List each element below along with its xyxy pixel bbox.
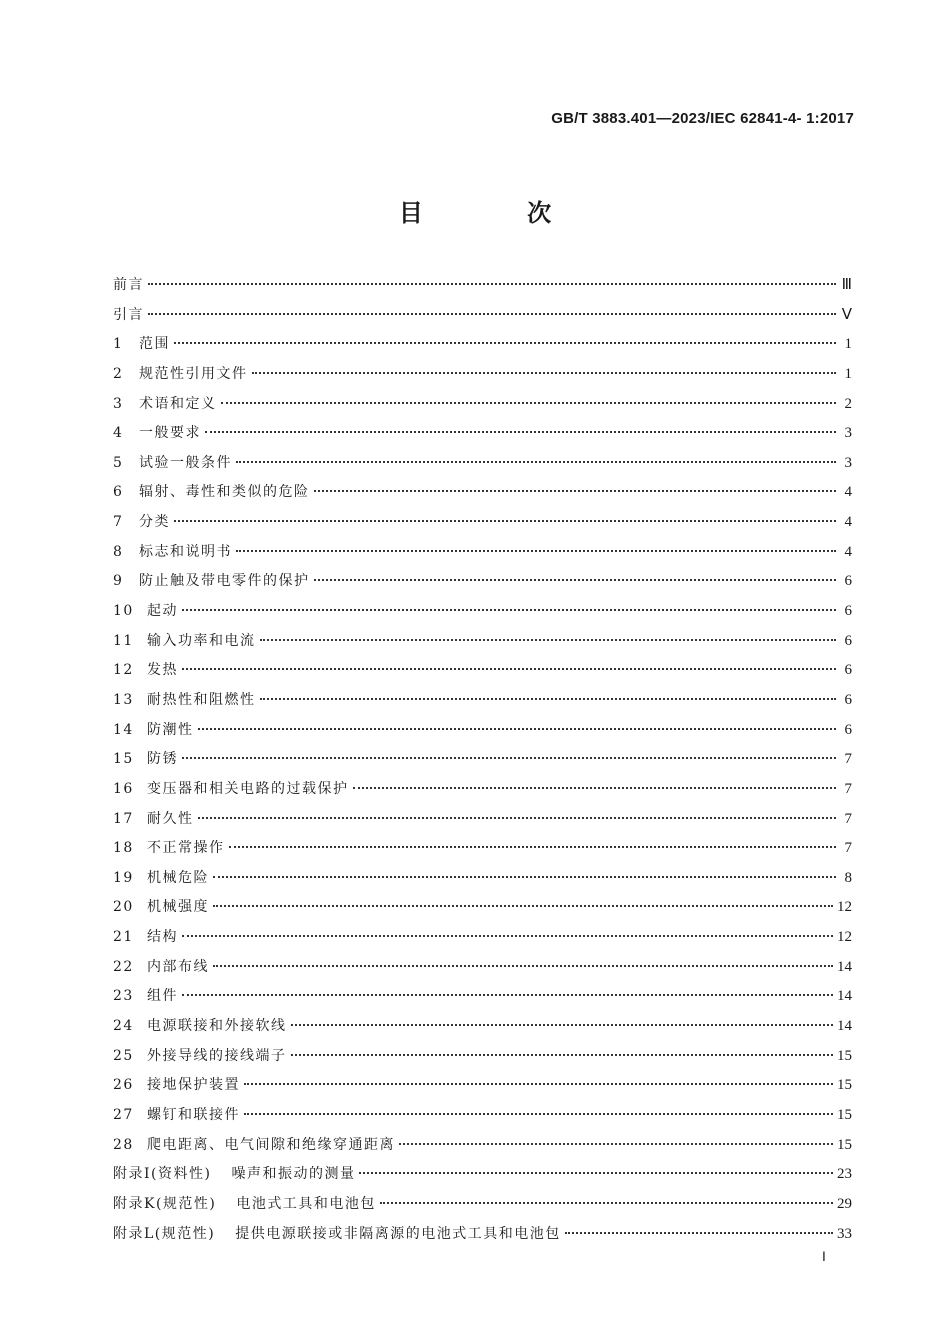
toc-entry[interactable] — [113, 301, 852, 331]
toc-entry-page: 6 — [844, 573, 852, 590]
dot-leader — [291, 1024, 834, 1026]
table-of-contents — [113, 271, 852, 1249]
dot-leader — [213, 965, 833, 967]
toc-annex-entry[interactable] — [113, 1220, 852, 1250]
toc-entry-number: 15 — [113, 751, 134, 768]
toc-entry-title: 耐热性和阻燃性 — [147, 691, 256, 708]
toc-entry[interactable] — [113, 1071, 852, 1101]
toc-entry-page: 7 — [844, 810, 852, 827]
toc-entry-title: 接地保护装置 — [147, 1077, 240, 1094]
dot-leader — [244, 1113, 833, 1115]
toc-entry[interactable] — [113, 864, 852, 894]
toc-entry-title: 术语和定义 — [139, 395, 217, 412]
toc-entry-title: 爬电距离、电气间隙和绝缘穿通距离 — [147, 1136, 395, 1153]
toc-entry-page: 4 — [844, 484, 852, 501]
toc-entry-title: 输入功率和电流 — [147, 632, 256, 649]
dot-leader — [148, 283, 836, 285]
dot-leader — [244, 1083, 833, 1085]
dot-leader — [380, 1202, 833, 1204]
dot-leader — [353, 787, 837, 789]
toc-entry-title: 组件 — [147, 988, 178, 1005]
toc-entry-page: 6 — [844, 662, 852, 679]
toc-entry[interactable] — [113, 656, 852, 686]
toc-entry-page: 12 — [837, 899, 852, 916]
toc-entry[interactable] — [113, 805, 852, 835]
toc-entry[interactable] — [113, 360, 852, 390]
dot-leader — [213, 905, 833, 907]
toc-entry-number: 11 — [113, 632, 134, 649]
dot-leader — [252, 372, 837, 374]
toc-entry-title: 起动 — [147, 603, 178, 620]
dot-leader — [236, 461, 836, 463]
toc-entry[interactable] — [113, 953, 852, 983]
toc-entry-title: 分类 — [139, 514, 170, 531]
toc-entry-number: 24 — [113, 1018, 134, 1035]
toc-entry-title: 耐久性 — [147, 810, 194, 827]
toc-entry[interactable] — [113, 1131, 852, 1161]
toc-entry[interactable] — [113, 745, 852, 775]
dot-leader — [182, 757, 836, 759]
toc-entry-page: 15 — [837, 1106, 852, 1123]
toc-entry-title: 辐射、毒性和类似的危险 — [139, 484, 310, 501]
toc-title: 目 次 — [398, 199, 600, 227]
dot-leader — [399, 1143, 833, 1145]
annex-page: 23 — [837, 1166, 852, 1183]
dot-leader — [198, 728, 837, 730]
toc-annex-entry[interactable] — [113, 1160, 852, 1190]
toc-entry[interactable] — [113, 508, 852, 538]
toc-entry[interactable] — [113, 1101, 852, 1131]
toc-entry-page: 14 — [837, 1018, 852, 1035]
dot-leader — [205, 431, 836, 433]
annex-title: 噪声和振动的测量 — [231, 1166, 356, 1183]
dot-leader — [182, 994, 833, 996]
toc-entry[interactable] — [113, 627, 852, 657]
dot-leader — [182, 935, 833, 937]
dot-leader — [148, 313, 836, 315]
toc-entry-number: 7 — [113, 514, 124, 531]
toc-entry-number: 17 — [113, 810, 134, 827]
dot-leader — [260, 698, 837, 700]
toc-entry-page: 15 — [837, 1047, 852, 1064]
toc-entry-page: 6 — [844, 721, 852, 738]
toc-entry-number: 28 — [113, 1136, 134, 1153]
annex-tag: 附录Ⅰ(资料性) — [113, 1166, 212, 1183]
toc-entry-title: 范围 — [139, 336, 170, 353]
toc-entry-number: 23 — [113, 988, 134, 1005]
toc-entry-title: 变压器和相关电路的过载保护 — [147, 780, 349, 797]
toc-entry[interactable] — [113, 893, 852, 923]
toc-entry-number: 3 — [113, 395, 124, 412]
toc-entry-title: 结构 — [147, 929, 178, 946]
toc-entry-number: 27 — [113, 1106, 134, 1123]
toc-entry-number: 16 — [113, 780, 134, 797]
annex-tag: 附录L(规范性) — [113, 1225, 216, 1242]
toc-entry-number: 22 — [113, 958, 134, 975]
toc-entry-page: 3 — [844, 454, 852, 471]
toc-entry-number: 8 — [113, 543, 124, 560]
toc-entry-page: 7 — [844, 840, 852, 857]
toc-entry-page: 7 — [844, 751, 852, 768]
toc-entry-page: 12 — [837, 929, 852, 946]
toc-entry-page: 4 — [844, 543, 852, 560]
toc-entry-page: 14 — [837, 988, 852, 1005]
toc-entry[interactable] — [113, 716, 852, 746]
toc-entry-page: Ⅲ — [841, 277, 852, 293]
page-number: Ⅰ — [822, 1249, 826, 1264]
toc-entry-title: 防潮性 — [147, 721, 194, 738]
toc-entry[interactable] — [113, 538, 852, 568]
toc-entry-page: 1 — [844, 336, 852, 353]
toc-entry-page: 15 — [837, 1136, 852, 1153]
toc-entry[interactable] — [113, 923, 852, 953]
dot-leader — [314, 579, 837, 581]
dot-leader — [174, 342, 836, 344]
toc-entry[interactable] — [113, 1012, 852, 1042]
toc-entry-number: 19 — [113, 869, 134, 886]
toc-entry[interactable] — [113, 478, 852, 508]
toc-entry-page: 6 — [844, 632, 852, 649]
toc-entry-title: 电源联接和外接软线 — [147, 1018, 287, 1035]
dot-leader — [174, 520, 836, 522]
dot-leader — [236, 550, 836, 552]
toc-entry[interactable] — [113, 686, 852, 716]
dot-leader — [260, 639, 837, 641]
annex-tag: 附录K(规范性) — [113, 1195, 217, 1212]
toc-entry-number: 4 — [113, 425, 124, 442]
dot-leader — [229, 846, 837, 848]
dot-leader — [182, 609, 836, 611]
dot-leader — [359, 1172, 833, 1174]
toc-entry-number: 5 — [113, 454, 124, 471]
dot-leader — [198, 817, 837, 819]
toc-entry-number: 9 — [113, 573, 124, 590]
toc-entry[interactable] — [113, 390, 852, 420]
toc-entry-title: 规范性引用文件 — [139, 365, 248, 382]
toc-entry-number: 26 — [113, 1077, 134, 1094]
dot-leader — [182, 668, 836, 670]
toc-entry-page: 1 — [844, 365, 852, 382]
toc-entry-title: 防锈 — [147, 751, 178, 768]
toc-entry-page: 3 — [844, 425, 852, 442]
toc-entry-title: 外接导线的接线端子 — [147, 1047, 287, 1064]
toc-entry[interactable] — [113, 775, 852, 805]
dot-leader — [314, 490, 837, 492]
toc-entry-number: 10 — [113, 603, 134, 620]
toc-entry-title: 螺钉和联接件 — [147, 1106, 240, 1123]
toc-entry-page: 2 — [844, 395, 852, 412]
toc-entry-number: 25 — [113, 1047, 134, 1064]
standard-code: GB/T 3883.401—2023/IEC 62841-4- 1:2017 — [551, 110, 854, 127]
toc-entry-title: 防止触及带电零件的保护 — [139, 573, 310, 590]
toc-entry[interactable] — [113, 271, 852, 301]
annex-title: 提供电源联接或非隔离源的电池式工具和电池包 — [235, 1225, 561, 1242]
toc-entry-title: 机械强度 — [147, 899, 209, 916]
annex-page: 29 — [837, 1195, 852, 1212]
annex-title: 电池式工具和电池包 — [236, 1195, 376, 1212]
toc-entry[interactable] — [113, 834, 852, 864]
toc-entry-title: 前言 — [113, 277, 144, 293]
toc-entry-title: 发热 — [147, 662, 178, 679]
toc-entry-page: 6 — [844, 603, 852, 620]
toc-entry-number: 18 — [113, 840, 134, 857]
toc-entry-title: 引言 — [113, 306, 144, 323]
toc-entry-page: 15 — [837, 1077, 852, 1094]
toc-annex-entry[interactable] — [113, 1190, 852, 1220]
toc-entry-title: 标志和说明书 — [139, 543, 232, 560]
dot-leader — [213, 876, 836, 878]
toc-entry[interactable] — [113, 330, 852, 360]
dot-leader — [565, 1232, 833, 1234]
toc-entry-title: 机械危险 — [147, 869, 209, 886]
toc-entry[interactable] — [113, 982, 852, 1012]
toc-entry-number: 6 — [113, 484, 124, 501]
toc-entry-number: 12 — [113, 662, 134, 679]
toc-entry-number: 13 — [113, 691, 134, 708]
toc-entry-number: 20 — [113, 899, 134, 916]
toc-entry-title: 一般要求 — [139, 425, 201, 442]
toc-entry-page: 4 — [844, 514, 852, 531]
toc-entry[interactable] — [113, 567, 852, 597]
toc-entry-title: 试验一般条件 — [139, 454, 232, 471]
dot-leader — [221, 402, 837, 404]
annex-page: 33 — [837, 1225, 852, 1242]
toc-entry-number: 1 — [113, 336, 124, 353]
toc-entry-number: 14 — [113, 721, 134, 738]
toc-entry[interactable] — [113, 449, 852, 479]
toc-entry-title: 不正常操作 — [147, 840, 225, 857]
toc-entry-number: 2 — [113, 365, 124, 382]
toc-entry-page: 7 — [844, 780, 852, 797]
toc-entry-page: 8 — [844, 869, 852, 886]
toc-entry-page: Ⅴ — [841, 306, 852, 323]
toc-entry[interactable] — [113, 419, 852, 449]
toc-entry-title: 内部布线 — [147, 958, 209, 975]
toc-entry-number: 21 — [113, 929, 134, 946]
toc-entry[interactable] — [113, 597, 852, 627]
dot-leader — [291, 1054, 834, 1056]
toc-entry[interactable] — [113, 1042, 852, 1072]
toc-entry-page: 6 — [844, 691, 852, 708]
toc-entry-page: 14 — [837, 958, 852, 975]
